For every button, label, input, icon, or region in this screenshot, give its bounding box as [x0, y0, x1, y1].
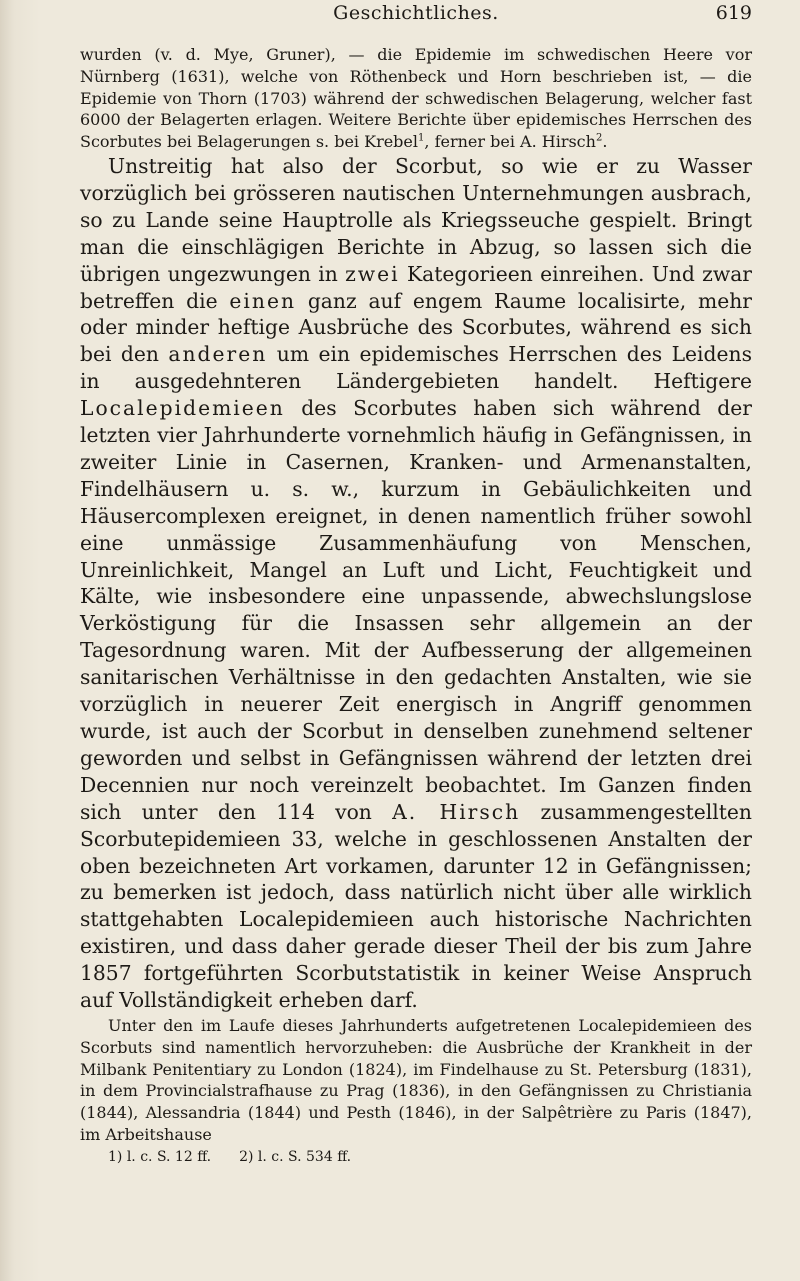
- main-part-3: ganz auf engem Raume localisirte, mehr oder minder heftige Ausbrüche des Scorbutes, während es sich bei den: [80, 288, 753, 367]
- emphasis-anderen: anderen: [168, 342, 268, 367]
- text-block: [80, 44, 752, 1167]
- footnotes: [80, 1147, 752, 1167]
- page-number: 619: [715, 2, 752, 24]
- page-header: [80, 2, 752, 36]
- main-part-5: des Scorbutes haben sich während der letzten vier Jahrhunderte vornehmlich häufig in Gefängnissen, in zweiter Linie in Casernen, Kranken- und Armenanstalten, Findelhäusern u. s. w., kurzum in Gebäulichkeiten und Häusercomplexen ereignet, in denen namentlich früher sowohl eine unmässige Zusammenhäufung von Menschen, Unreinlichkeit, Mangel an Luft und Licht, Feuchtigkeit und Kälte, wie insbesondere eine unpassende, abwechslungslose Verköstigung für die Insassen sehr allgemein an der Tagesordnung waren. Mit der Aufbesserung der allgemeinen sanitarischen Verhältnisse in den gedachten Anstalten, wie sie vorzüglich in neuerer Zeit energisch in Angriff genommen wurde, ist auch der Scorbut in denselben zunehmend seltener geworden und selbst in Gefängnissen während der letzten drei Decennien nur noch vereinzelt beobachtet. Im Ganzen finden sich unter den 114 von: [80, 396, 752, 824]
- main-part-2: Kategorieen einreihen. Und zwar betreffen die: [80, 261, 752, 313]
- footnote-ref-1: 1: [418, 132, 425, 144]
- emphasis-einen: einen: [229, 288, 297, 313]
- main-paragraph: [80, 153, 752, 1014]
- small-print-paragraph: Unter den im Laufe dieses Jahrhunderts aufgetretenen Localepidemieen des Scorbuts sind namentlich hervorzuheben: die Ausbrüche der Krankheit in der Milbank Penitentiary zu London (1824), im Findelhause zu St. Petersburg (1831), in dem Provincialstrafhause zu Prag (1836), in den Gefängnissen zu Christiania (1844), Alessandria (1844) und Pesth (1846), in der Salpêtrière zu Paris (1847), im Arbeitshause: [80, 1015, 752, 1144]
- footnote-1: 1) l. c. S. 12 ff.: [108, 1148, 212, 1165]
- intro-text: wurden (v. d. Mye, Gruner), — die Epidemie im schwedischen Heere vor Nürnberg (1631), welche von Röthenbeck und Horn beschrieben ist, — die Epidemie von Thorn (1703) während der schwedischen Belagerung, welcher fast 6000 der Belagerten erlagen. Weitere Berichte über epidemisches Herrschen des Scorbutes bei Belagerungen s. bei Krebel: [80, 45, 752, 152]
- intro-paragraph: [80, 44, 752, 153]
- footnote-2: 2) l. c. S. 534 ff.: [239, 1148, 352, 1165]
- emphasis-zwei: zwei: [345, 261, 400, 286]
- emphasis-hirsch: A. Hirsch: [392, 799, 521, 824]
- intro-end: .: [602, 132, 608, 152]
- main-part-4: um ein epidemisches Herrschen des Leidens in ausgedehnteren Ländergebieten handelt. Heftigere: [80, 342, 752, 394]
- footnote-ref-2: 2: [595, 132, 603, 144]
- main-part-6: zusammengestellten Scorbutepidemieen 33, welche in geschlossenen Anstalten der oben bezeichneten Art vorkamen, darunter 12 in Gefängnissen; zu bemerken ist jedoch, dass natürlich nicht über alle wirklich stattgehabten Localepidemieen auch historische Nachrichten existiren, und dass daher gerade dieser Theil der bis zum Jahre 1857 fortgeführten Scorbutstatistik in keiner Weise Anspruch auf Vollständigkeit erheben darf.: [80, 799, 752, 1013]
- intro-middle: , ferner bei A. Hirsch: [424, 132, 596, 152]
- emphasis-localepidemieen: Localepidemieen: [80, 396, 285, 421]
- running-head: Geschichtliches.: [333, 2, 499, 24]
- main-part-1: Unstreitig hat also der Scorbut, so wie er zu Wasser vorzüglich bei grösseren nautischen Unternehmungen ausbrach, so zu Lande seine Hauptrolle als Kriegsseuche gespielt. Bringt man die einschlägigen Berichte in Abzug, so lassen sich die übrigen ungezwungen in: [80, 153, 752, 286]
